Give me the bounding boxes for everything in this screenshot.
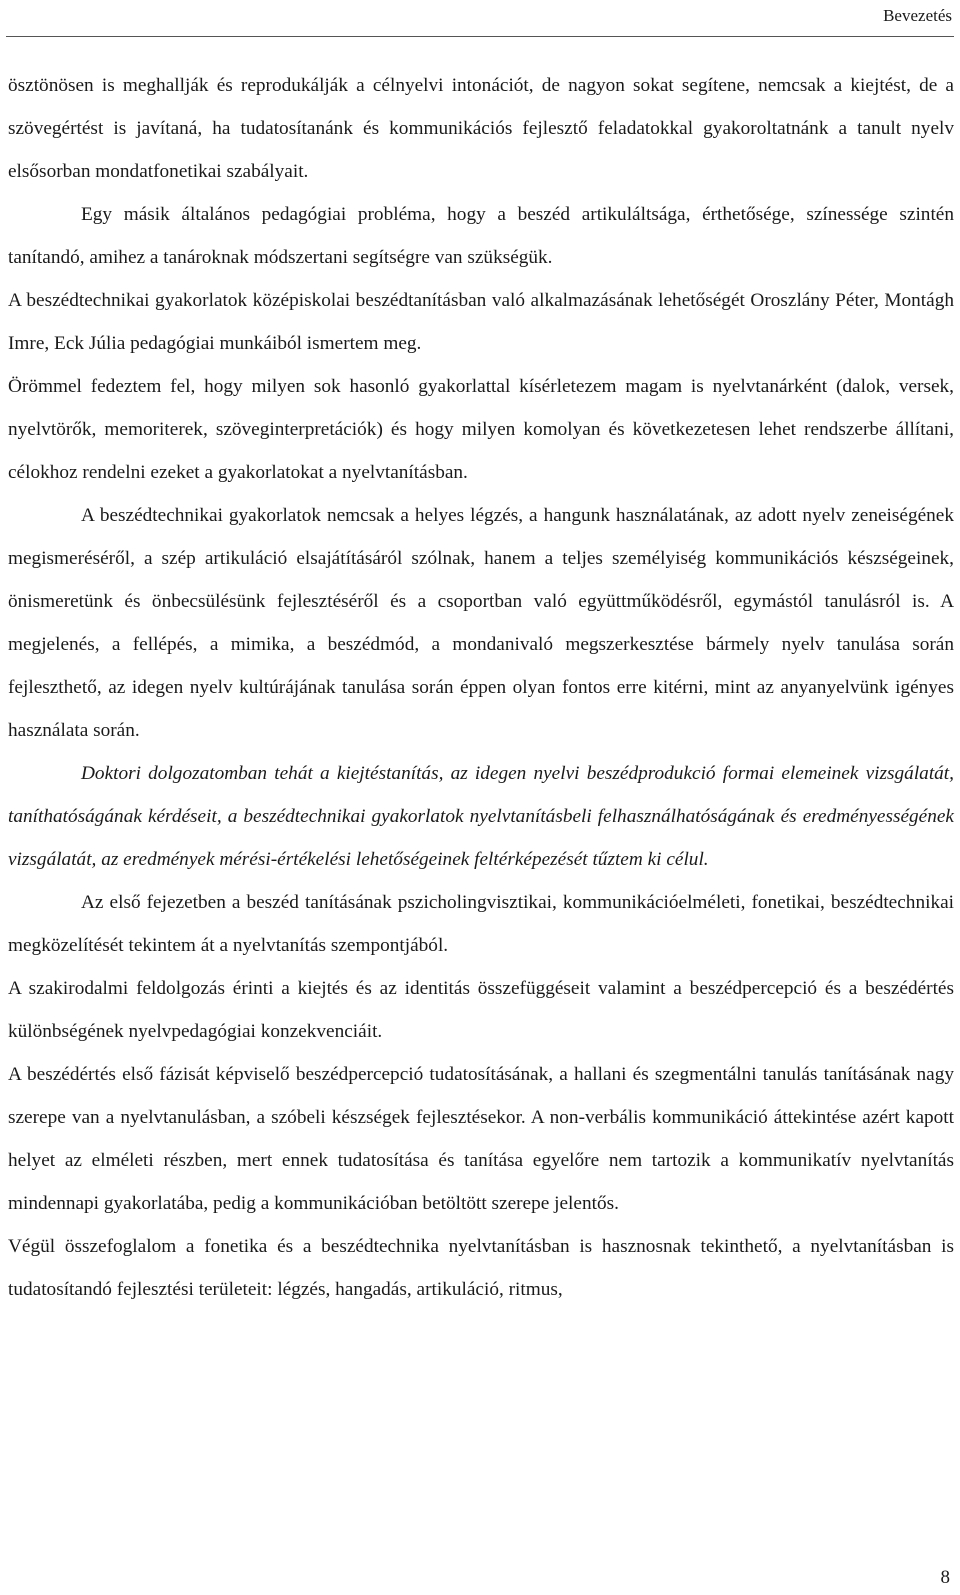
- paragraph-summary: Végül összefoglalom a fonetika és a beszédtechnika nyelvtanításban is hasznosnak tekinthető, a nyelvtanításban is tudatosítandó fejlesztési területeit: légzés, hangadás, artikuláció, ritmus,: [8, 1236, 954, 1300]
- paragraph-speech-technique-sources: A beszédtechnikai gyakorlatok középiskolai beszédtanításban való alkalmazásának lehetőségét Oroszlány Péter, Montágh Imre, Eck Júlia pedagógiai munkáiból ismertem meg.: [8, 290, 954, 354]
- paragraph-literature-review: A szakirodalmi feldolgozás érinti a kiejtés és az identitás összefüggéseit valamint a beszédpercepció és a beszédértés különbségének nyelvpedagógiai konzekvenciáit.: [8, 978, 954, 1042]
- paragraph-pedagogical-problem: Egy másik általános pedagógiai probléma, hogy a beszéd artikuláltsága, érthetősége, színessége szintén tanítandó, amihez a tanároknak módszertani segítségre van szükségük.: [8, 204, 954, 268]
- paragraph-experiments: Örömmel fedeztem fel, hogy milyen sok hasonló gyakorlattal kísérletezem magam is nyelvtanárként (dalok, versek, nyelvtörők, memoriterek, szöveginterpretációk) és hogy milyen komolyan és következetesen lehet rendszerbe állítani, célokhoz rendelni ezeket a gyakorlatokat a nyelvtanításban.: [8, 376, 954, 483]
- document-body: [8, 64, 954, 1311]
- paragraph-first-chapter: Az első fejezetben a beszéd tanításának pszicholingvisztikai, kommunikációelméleti, fonetikai, beszédtechnikai megközelítését tekintem át a nyelvtanítás szempontjából.: [8, 892, 954, 956]
- paragraph-speech-technique-benefits: A beszédtechnikai gyakorlatok nemcsak a helyes légzés, a hangunk használatának, az adott nyelv zeneiségének megismeréséről, a szép artikuláció elsajátításáról szólnak, hanem a teljes személyiség kommunikációs készségeinek, önismeretünk és önbecsülésünk fejlesztéséről és a csoportban való együttműködésről, egymástól tanulásról is. A megjelenés, a fellépés, a mimika, a beszédmód, a mondanivaló megszerkesztése bármely nyelv tanulása során fejleszthető, az idegen nyelv kultúrájának tanulása során éppen olyan fontos erre kitérni, mint az anyanyelvünk igényes használata során.: [8, 505, 954, 741]
- paragraph-speech-perception: A beszédértés első fázisát képviselő beszédpercepció tudatosításának, a hallani és szegmentálni tanulás tanításának nagy szerepe van a nyelvtanulásban, a szóbeli készségek fejlesztésekor. A non-verbális kommunikáció áttekintése azért kapott helyet az elméleti részben, mert ennek tudatosítása és tanítása egyelőre nem tartozik a kommunikatív nyelvtanítás mindennapi gyakorlatába, pedig a kommunikációban betöltött szerepe jelentős.: [8, 1064, 954, 1214]
- page-header: [6, 0, 954, 37]
- page-number: 8: [940, 1567, 950, 1588]
- paragraph-thesis-goal: Doktori dolgozatomban tehát a kiejtéstanítás, az idegen nyelvi beszédprodukció formai elemeinek vizsgálatát, taníthatóságának kérdéseit, a beszédtechnikai gyakorlatok nyelvtanításbeli felhasználhatóságának és eredményességének vizsgálatát, az eredmények mérési-értékelési lehetőségeinek feltérképezését tűztem ki célul.: [8, 763, 954, 870]
- running-header-title: Bevezetés: [883, 6, 952, 25]
- paragraph-intonation: ösztönösen is meghallják és reprodukálják a célnyelvi intonációt, de nagyon sokat segítene, nemcsak a kiejtést, de a szövegértést is javítaná, ha tudatosítanánk és kommunikációs fejlesztő feladatokkal gyakoroltatnánk a tanult nyelv elsősorban mondatfonetikai szabályait.: [8, 75, 954, 182]
